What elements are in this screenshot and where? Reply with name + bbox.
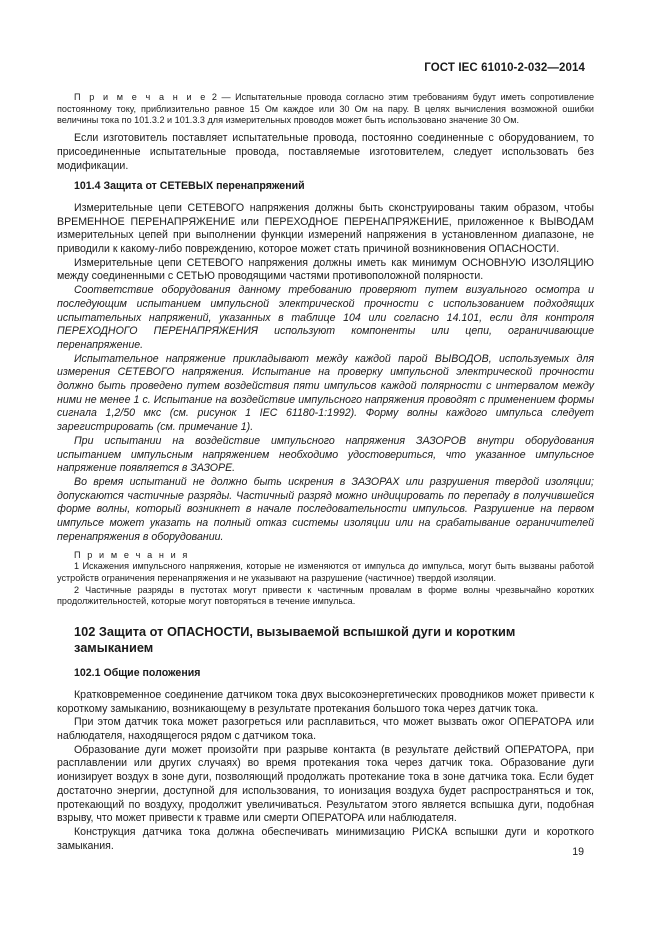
section-102-1-paragraph-3: Образование дуги может произойти при разрыве контакта (в результате действий ОПЕРАТОРА, при расплавлении или других случаях) во время протекания тока через датчик тока. Образование дуги ионизирует воздух в зоне дуги, позволяющий продолжать протекание тока в зоне датчика тока. Если будет достаточно энергии, доступной для использования, то ионизация воздуха будет распространяться и ток, протекающий по воздуху, продолжит увеличиваться. Результатом этого является вспышка дуги, подобная взрыву, что может привести к травме или смерти ОПЕРАТОРА или наблюдателя.: [57, 743, 594, 825]
section-102-1-paragraph-4: Конструкция датчика тока должна обеспечивать минимизацию РИСКА вспышки дуги и короткого замыкания.: [57, 825, 594, 852]
section-101-4-paragraph-2: Измерительные цепи СЕТЕВОГО напряжения должны иметь как минимум ОСНОВНУЮ ИЗОЛЯЦИЮ между соединенными с СЕТЬЮ проводящими частями противоположной полярности.: [57, 256, 594, 283]
section-102-1-paragraph-2: При этом датчик тока может разогреться или расплавиться, что может вызвать ожог ОПЕРАТОРА или наблюдателя, находящегося рядом с датчиком тока.: [57, 716, 594, 743]
page-number: 19: [572, 846, 584, 858]
document-id-header: ГОСТ IEC 61010-2-032—2014: [424, 62, 585, 74]
section-101-4-compliance-paragraph: Соответствие оборудования данному требованию проверяют путем визуального осмотра и последующим испытанием импульсной электрической прочности с использованием подходящих испытательных напряжений, указанных в таблице 104 или согласно 14.101, если для контроля ПЕРЕХОДНОГО ПЕРЕНАПРЯЖЕНИЯ используют компоненты или цепи, ограничивающие перенапряжение.: [57, 284, 594, 351]
notes-label-text: П р и м е ч а н и я: [74, 549, 190, 560]
section-102-1-paragraph-1: Кратковременное соединение датчиком тока двух высокоэнергетических проводников может привести к короткому замыканию, возникающему в результате протекания большого тока через датчик тока.: [57, 688, 594, 715]
paragraph-manufacturer-leads: Если изготовитель поставляет испытательные провода, постоянно соединенные с оборудованием, то присоединенные испытательные провода, поставляемые изготовителем, следует использовать без модификации.: [57, 132, 594, 172]
section-101-4-clearance-paragraph: При испытании на воздействие импульсного напряжения ЗАЗОРОВ внутри оборудования испытанием импульсным напряжением необходимо удостовериться, что указанное импульсное напряжение появляется в ЗАЗОРЕ.: [57, 434, 594, 475]
note-item-2: 2 Частичные разряды в пустотах могут привести к частичным провалам в форме волны чрезвычайно коротких продолжительностей, которые могут повторяться в течение импульса.: [57, 584, 594, 607]
section-101-4-test-voltage-paragraph: Испытательное напряжение прикладывают между каждой парой ВЫВОДОВ, используемых для измерения СЕТЕВОГО напряжения. Испытание на проверку импульсной электрической прочности должно быть проведено путем воздействия пяти импульсов каждой полярности с интервалом между ними не менее 1 с. Испытание на воздействие импульсного напряжения проводят с применением формы сигнала 1,2/50 мкс (см. рисунок 1 IEC 61180-1:1992). Форму волны каждого импульса следует зарегистрировать (см. примечание 1).: [57, 352, 594, 434]
page-body: [57, 92, 594, 853]
note-2: [57, 92, 594, 127]
note-2-text: 2 — Испытательные провода согласно этим требованиям будут иметь сопротивление постоянному току, приблизительно равное 15 Ом каждое или 30 Ом на пару. В целях вычисления возможной ошибки величины тока по 101.3.2 и 101.3.3 для измерительных проводов может быть использовано значение 30 Ом.: [57, 92, 595, 126]
note-item-1: 1 Искажения импульсного напряжения, которые не изменяются от импульса до импульса, могут быть вызваны работой устройств ограничения перенапряжения и не указывают на разрушение (частичное) твердой изоляции.: [57, 561, 594, 583]
section-101-4-paragraph-1: Измерительные цепи СЕТЕВОГО напряжения должны быть сконструированы таким образом, чтобы ВРЕМЕННОЕ ПЕРЕНАПРЯЖЕНИЕ или ПЕРЕХОДНОЕ ПЕРЕНАПРЯЖЕНИЕ, приложенное к ВЫВОДАМ измерительных цепей при выполнении функции измерений напряжения в установленном диапазоне, не приводили к какому-либо повреждению, которое может стать причиной возникновения ОПАСНОСТИ.: [57, 201, 594, 256]
section-102-1-heading: 102.1 Общие положения: [74, 667, 201, 680]
section-101-4-heading: 101.4 Защита от СЕТЕВЫХ перенапряжений: [74, 180, 305, 193]
note-2-label: П р и м е ч а н и е: [74, 92, 208, 102]
section-101-4-breakdown-paragraph: Во время испытаний не должно быть искрения в ЗАЗОРАХ или разрушения твердой изоляции; допускаются частичные разряды. Частичный разряд можно индицировать по перепаду в получившейся форме волны, который возникнет в начале последовательности импульсов. Разрушение на первом импульсе может указать на полный отказ системы изоляции или на срабатывание ограничителей перенапряжения в оборудовании.: [57, 475, 594, 543]
section-102-heading: 102 Защита от ОПАСНОСТИ, вызываемой вспышкой дуги и коротким замыканием: [74, 624, 516, 655]
notes-label: [57, 550, 594, 562]
